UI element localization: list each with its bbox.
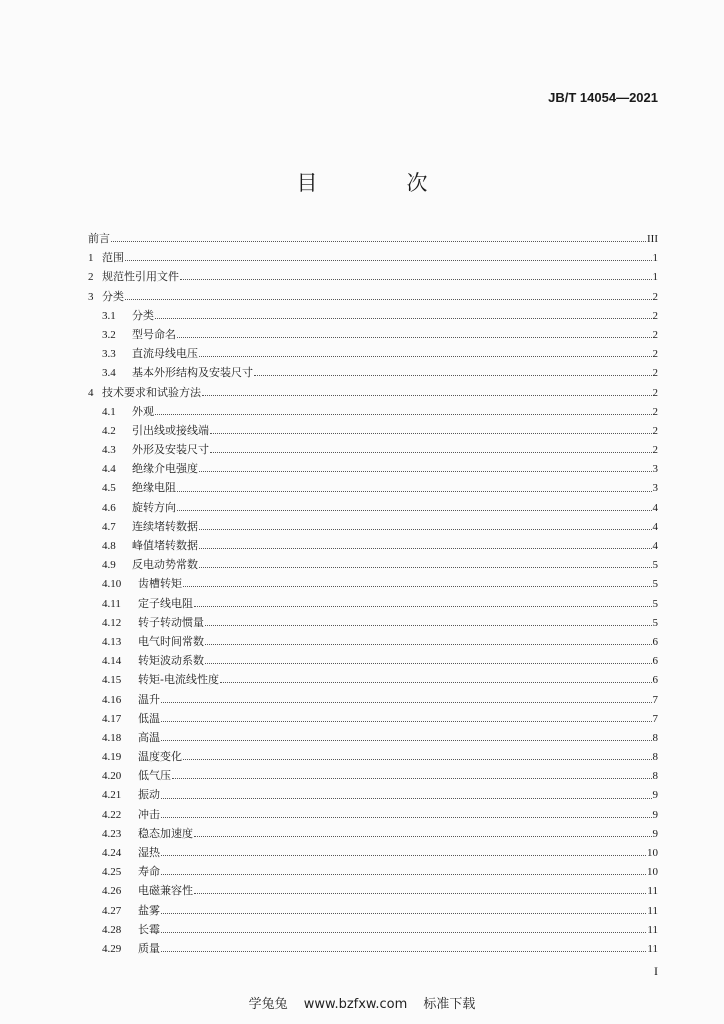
toc-entry[interactable] bbox=[88, 613, 658, 632]
toc-entry-title: 定子线电阻 bbox=[138, 596, 193, 610]
toc-entry-number: 4.24 bbox=[102, 847, 122, 859]
toc-entry-number: 4.15 bbox=[102, 674, 122, 687]
toc-entry[interactable] bbox=[88, 478, 658, 497]
toc-entry-number: 4.17 bbox=[102, 712, 122, 725]
toc-entry-number: 4.3 bbox=[102, 444, 116, 457]
toc-entry[interactable] bbox=[88, 267, 658, 286]
toc-leader-dots bbox=[220, 682, 652, 683]
toc-entry-page: 1 bbox=[652, 271, 658, 284]
toc-entry-title: 基本外形结构及安装尺寸 bbox=[132, 366, 253, 380]
toc-entry[interactable] bbox=[88, 901, 658, 920]
toc-leader-dots bbox=[202, 395, 652, 396]
toc-leader-dots bbox=[172, 778, 652, 779]
toc-entry[interactable] bbox=[88, 517, 658, 536]
toc-entry-page: 2 bbox=[652, 405, 658, 418]
toc-entry-title: 外观 bbox=[132, 404, 154, 418]
toc-entry[interactable] bbox=[88, 824, 658, 843]
toc-entry-page: 4 bbox=[652, 520, 658, 533]
toc-entry-page: 11 bbox=[647, 885, 658, 898]
document-code: JB/T 14054—2021 bbox=[548, 90, 658, 105]
toc-entry-title: 连续堵转数据 bbox=[132, 519, 198, 533]
toc-entry-number: 4.2 bbox=[102, 424, 116, 437]
toc-entry[interactable] bbox=[88, 785, 658, 804]
toc-leader-dots bbox=[254, 375, 652, 376]
toc-leader-dots bbox=[194, 893, 646, 894]
toc-entry-page: 3 bbox=[652, 482, 658, 495]
toc-entry-number: 4.16 bbox=[102, 693, 122, 706]
toc-entry-page: 7 bbox=[652, 693, 658, 706]
toc-leader-dots bbox=[177, 491, 652, 492]
toc-entry[interactable] bbox=[88, 498, 658, 517]
toc-leader-dots bbox=[205, 625, 652, 626]
toc-entry[interactable] bbox=[88, 402, 658, 421]
toc-entry-title: 技术要求和试验方法 bbox=[102, 385, 201, 399]
toc-leader-dots bbox=[205, 644, 652, 645]
toc-entry-page: 2 bbox=[652, 444, 658, 457]
toc-entry-title: 分类 bbox=[132, 308, 154, 322]
toc-entry-page: 2 bbox=[652, 348, 658, 361]
toc-leader-dots bbox=[161, 798, 652, 799]
toc-entry[interactable] bbox=[88, 709, 658, 728]
toc-entry-page: 7 bbox=[652, 712, 658, 725]
toc-entry-title: 高温 bbox=[138, 730, 160, 744]
toc-leader-dots bbox=[183, 586, 652, 587]
toc-entry-page: 2 bbox=[652, 290, 658, 303]
toc-entry-title: 盐雾 bbox=[138, 903, 160, 917]
watermark-site: 学兔兔 bbox=[248, 997, 288, 1012]
toc-entry-page: 5 bbox=[652, 597, 658, 610]
toc-entry-number: 4.23 bbox=[102, 827, 122, 840]
toc-entry-title: 寿命 bbox=[138, 865, 160, 879]
toc-entry-title: 温度变化 bbox=[138, 750, 182, 764]
toc-entry[interactable] bbox=[88, 690, 658, 709]
toc-entry-number: 4.27 bbox=[102, 904, 122, 917]
toc-entry-number: 3.2 bbox=[102, 328, 116, 341]
toc-entry-page: 5 bbox=[652, 578, 658, 591]
toc-entry-number: 3.3 bbox=[102, 348, 116, 361]
toc-entry-title: 峰值堵转数据 bbox=[132, 539, 198, 552]
toc-entry-page: 3 bbox=[652, 463, 658, 476]
toc-leader-dots bbox=[161, 913, 646, 914]
toc-entry-title: 引出线或接线端 bbox=[132, 423, 209, 437]
page-number: I bbox=[654, 964, 658, 978]
toc-leader-dots bbox=[183, 759, 652, 760]
toc-leader-dots bbox=[199, 356, 652, 357]
toc-leader-dots bbox=[199, 529, 652, 530]
toc-entry[interactable] bbox=[88, 421, 658, 440]
toc-entry[interactable] bbox=[88, 747, 658, 766]
toc-entry[interactable] bbox=[88, 287, 658, 306]
toc-entry-title: 绝缘介电强度 bbox=[132, 462, 198, 476]
toc-entry-number: 4.11 bbox=[102, 597, 121, 610]
toc-leader-dots bbox=[210, 452, 652, 453]
toc-leader-dots bbox=[199, 471, 652, 472]
toc-entry-title: 冲击 bbox=[138, 807, 160, 821]
toc-entry-number: 4.13 bbox=[102, 635, 122, 648]
toc-entry-number: 4.4 bbox=[102, 463, 116, 476]
toc-leader-dots bbox=[161, 702, 652, 703]
toc-leader-dots bbox=[177, 510, 652, 511]
toc-entry-number: 4.10 bbox=[102, 578, 122, 591]
toc-entry-page: 8 bbox=[652, 731, 658, 744]
toc-entry-number: 4.14 bbox=[102, 655, 122, 668]
toc-entry-number: 4.1 bbox=[102, 405, 116, 418]
toc-entry-number: 4.18 bbox=[102, 731, 122, 744]
toc-entry-page: 9 bbox=[652, 808, 658, 821]
toc-entry-number: 4.6 bbox=[102, 501, 116, 514]
toc-entry-title: 范围 bbox=[102, 251, 124, 265]
toc-entry-page: 9 bbox=[652, 789, 658, 802]
toc-entry-page: 6 bbox=[652, 674, 658, 687]
toc-entry-page: 1 bbox=[652, 252, 658, 265]
toc-entry[interactable] bbox=[88, 651, 658, 670]
toc-entry-page: 6 bbox=[652, 635, 658, 648]
page-title: 目 次 bbox=[296, 171, 462, 195]
toc-entry-title: 低温 bbox=[138, 711, 160, 725]
toc-leader-dots bbox=[161, 874, 646, 875]
toc-entry-title: 绝缘电阻 bbox=[132, 481, 176, 495]
toc-entry-title: 型号命名 bbox=[132, 327, 176, 341]
toc-entry[interactable] bbox=[88, 325, 658, 344]
toc-entry-number: 4.26 bbox=[102, 885, 122, 898]
toc-entry-title: 电气时间常数 bbox=[138, 634, 204, 648]
toc-leader-dots bbox=[199, 567, 652, 568]
toc-entry[interactable] bbox=[88, 594, 658, 613]
toc-entry-number: 4 bbox=[88, 386, 94, 399]
toc-entry-page: 5 bbox=[652, 616, 658, 629]
toc-entry-title: 质量 bbox=[138, 941, 160, 955]
watermark-tagline: 标准下载 bbox=[423, 997, 476, 1012]
toc-entry[interactable] bbox=[88, 555, 658, 574]
toc-entry-number: 4.8 bbox=[102, 540, 116, 552]
toc-entry-page: 9 bbox=[652, 827, 658, 840]
toc-leader-dots bbox=[155, 414, 652, 415]
toc-entry-page: 2 bbox=[652, 386, 658, 399]
toc-entry-page: 8 bbox=[652, 770, 658, 783]
toc-entry-page: III bbox=[647, 233, 658, 245]
toc-entry-number: 2 bbox=[88, 271, 94, 284]
toc-entry-title: 齿槽转矩 bbox=[138, 577, 182, 591]
toc-entry-page: 11 bbox=[647, 923, 658, 936]
toc-entry-title: 前言 bbox=[88, 232, 110, 245]
toc-leader-dots bbox=[177, 337, 652, 338]
toc-entry[interactable] bbox=[88, 574, 658, 593]
toc-leader-dots bbox=[199, 548, 652, 549]
watermark-url[interactable]: www.bzfxw.com bbox=[303, 997, 408, 1012]
toc-entry-title: 转子转动惯量 bbox=[138, 615, 204, 629]
toc-entry-page: 2 bbox=[652, 328, 658, 341]
toc-entry[interactable] bbox=[88, 632, 658, 651]
toc-leader-dots bbox=[155, 318, 652, 319]
toc-entry-page: 2 bbox=[652, 309, 658, 322]
toc-entry[interactable] bbox=[88, 805, 658, 824]
toc-entry[interactable] bbox=[88, 440, 658, 459]
toc-entry-page: 11 bbox=[647, 904, 658, 917]
toc-entry-number: 4.19 bbox=[102, 751, 122, 764]
toc-entry-title: 稳态加速度 bbox=[138, 826, 193, 840]
toc-leader-dots bbox=[125, 299, 652, 300]
toc-entry[interactable] bbox=[88, 843, 658, 862]
toc-entry-number: 4.20 bbox=[102, 770, 122, 783]
toc-entry-title: 规范性引用文件 bbox=[102, 270, 179, 284]
toc-entry[interactable] bbox=[88, 862, 658, 881]
toc-leader-dots bbox=[111, 241, 646, 242]
toc-entry[interactable] bbox=[88, 766, 658, 785]
toc-leader-dots bbox=[161, 932, 646, 933]
toc-leader-dots bbox=[205, 663, 652, 664]
toc-entry[interactable] bbox=[88, 881, 658, 900]
toc-entry-page: 10 bbox=[647, 866, 658, 879]
toc-entry[interactable] bbox=[88, 383, 658, 402]
toc-entry-page: 10 bbox=[647, 847, 658, 859]
toc-entry-number: 3 bbox=[88, 290, 94, 303]
toc-entry-title: 旋转方向 bbox=[132, 500, 176, 514]
toc-entry-number: 4.7 bbox=[102, 520, 116, 533]
toc-entry-title: 外形及安装尺寸 bbox=[132, 443, 209, 457]
toc-entry-title: 反电动势常数 bbox=[132, 558, 198, 572]
toc-entry-number: 4.12 bbox=[102, 616, 122, 629]
toc-entry-title: 转矩-电流线性度 bbox=[138, 673, 219, 687]
toc-leader-dots bbox=[210, 433, 652, 434]
toc-entry-number: 3.4 bbox=[102, 367, 116, 380]
toc-leader-dots bbox=[161, 951, 646, 952]
toc-entry-number: 1 bbox=[88, 252, 94, 265]
toc-entry[interactable] bbox=[88, 306, 658, 325]
toc-entry-number: 4.25 bbox=[102, 866, 122, 879]
toc-leader-dots bbox=[194, 836, 652, 837]
table-of-contents bbox=[88, 229, 658, 958]
toc-entry-title: 湿热 bbox=[138, 846, 160, 859]
toc-entry[interactable] bbox=[88, 536, 658, 555]
toc-entry-title: 电磁兼容性 bbox=[138, 884, 193, 898]
toc-entry-page: 2 bbox=[652, 367, 658, 380]
toc-entry[interactable] bbox=[88, 229, 658, 248]
toc-entry-page: 4 bbox=[652, 501, 658, 514]
toc-entry-number: 4.22 bbox=[102, 808, 122, 821]
toc-entry-title: 温升 bbox=[138, 692, 160, 706]
toc-entry-page: 11 bbox=[647, 942, 658, 955]
toc-entry[interactable] bbox=[88, 920, 658, 939]
toc-entry-number: 4.5 bbox=[102, 482, 116, 495]
toc-entry-page: 4 bbox=[652, 540, 658, 552]
toc-entry-title: 分类 bbox=[102, 289, 124, 303]
toc-leader-dots bbox=[194, 606, 652, 607]
toc-entry[interactable] bbox=[88, 248, 658, 267]
toc-entry[interactable] bbox=[88, 670, 658, 689]
toc-entry-title: 低气压 bbox=[138, 769, 171, 783]
watermark bbox=[0, 993, 724, 1012]
toc-entry-title: 直流母线电压 bbox=[132, 347, 198, 361]
toc-entry-number: 4.21 bbox=[102, 789, 122, 802]
toc-entry-title: 长霉 bbox=[138, 922, 160, 936]
toc-entry[interactable] bbox=[88, 939, 658, 958]
toc-entry[interactable] bbox=[88, 459, 658, 478]
toc-leader-dots bbox=[161, 740, 652, 741]
toc-entry-page: 8 bbox=[652, 751, 658, 764]
toc-entry-number: 4.29 bbox=[102, 942, 122, 955]
toc-leader-dots bbox=[125, 260, 652, 261]
toc-entry-title: 振动 bbox=[138, 788, 160, 802]
toc-entry-title: 转矩波动系数 bbox=[138, 654, 204, 668]
toc-leader-dots bbox=[161, 855, 646, 856]
toc-entry[interactable] bbox=[88, 363, 658, 382]
toc-entry[interactable] bbox=[88, 728, 658, 747]
toc-entry-number: 4.28 bbox=[102, 923, 122, 936]
toc-entry[interactable] bbox=[88, 344, 658, 363]
toc-entry-number: 3.1 bbox=[102, 309, 116, 322]
toc-entry-number: 4.9 bbox=[102, 559, 116, 572]
toc-leader-dots bbox=[180, 279, 652, 280]
toc-entry-page: 5 bbox=[652, 559, 658, 572]
toc-entry-page: 2 bbox=[652, 424, 658, 437]
toc-leader-dots bbox=[161, 721, 652, 722]
toc-entry-page: 6 bbox=[652, 655, 658, 668]
toc-leader-dots bbox=[161, 817, 652, 818]
